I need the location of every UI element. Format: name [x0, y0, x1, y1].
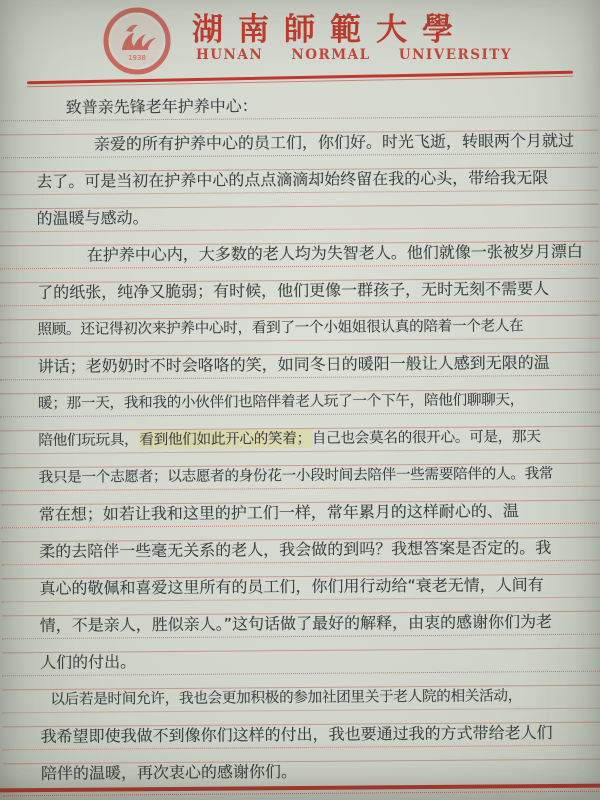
letter-line: 了的纸张，纯净又脆弱；有时候，他们更像一群孩子，无时无刻不需要人: [37, 279, 550, 303]
letter-line: 我希望即使我做不到像你们这样的付出，我也要通过我的方式带给老人们: [40, 723, 553, 747]
letter-line: 柔的去陪伴一些毫无关系的老人，我会做的到吗？我想答案是否定的。我: [39, 538, 552, 562]
letter-line: 讲话；老奶奶时不时会咯咯的笑，如同冬日的暖阳一般让人感到无限的温: [37, 353, 550, 377]
letter-line: 人们的付出。: [39, 652, 137, 673]
letter-text-segment: 自己也会莫名的很开心。可是，那天: [311, 428, 541, 447]
letter-line: 照顾。还记得初次来护养中心时，看到了一个小姐姐很认真的陪着一个老人在: [37, 317, 524, 339]
highlight-marker: 看到他们如此开心的笑着；: [139, 429, 311, 449]
seal-year: 1938: [128, 54, 146, 62]
letter-line-highlighted: [38, 427, 590, 451]
letter-line: 暖；那一天，我和我的小伙伴们也陪伴着老人玩了一个下午，陪他们聊聊天，: [37, 391, 525, 413]
letter-salutation: 致普亲先锋老年护养中心：: [65, 96, 258, 117]
letter-line: 以后若是时间允许，我也会更加积极的参加社团里关于老人院的相关活动，: [50, 687, 523, 708]
letter-line: 亲爱的所有护养中心的员工们，你们好。时光飞逝，转眼两个月就过: [93, 130, 575, 154]
letter-line: 常在想；如若让我和这里的护工们一样，常年累月的这样耐心的、温: [38, 501, 519, 525]
letter-closing-line: 陪伴的温暖，再次衷心的感谢你们。: [40, 762, 298, 784]
letter-line: 的温暖与感动。: [36, 208, 149, 229]
letter-line: 去了。可是当初在护养中心的点点滴滴却始终留在我的心头，带给我无限: [36, 168, 549, 192]
letter-line: 在护养中心内，大多数的老人均为失智老人。他们就像一张被岁月漂白: [86, 241, 583, 265]
letter-line: 真心的敬佩和喜爱这里所有的员工们，你们用行动给“衰老无情，人间有: [39, 575, 544, 599]
letter-line: 我只是一个志愿者；以志愿者的身份花一小段时间去陪伴一些需要陪伴的人。我常: [38, 465, 554, 487]
letter-line: 情，不是亲人，胜似亲人。”这句话做了最好的解释，由衷的感谢你们为老: [39, 612, 553, 636]
university-name-cn: 湖南師範大學: [192, 12, 468, 48]
university-name-en: HUNAN NORMAL UNIVERSITY: [196, 47, 512, 63]
letter-text-segment: 陪他们玩玩具，: [38, 431, 139, 450]
